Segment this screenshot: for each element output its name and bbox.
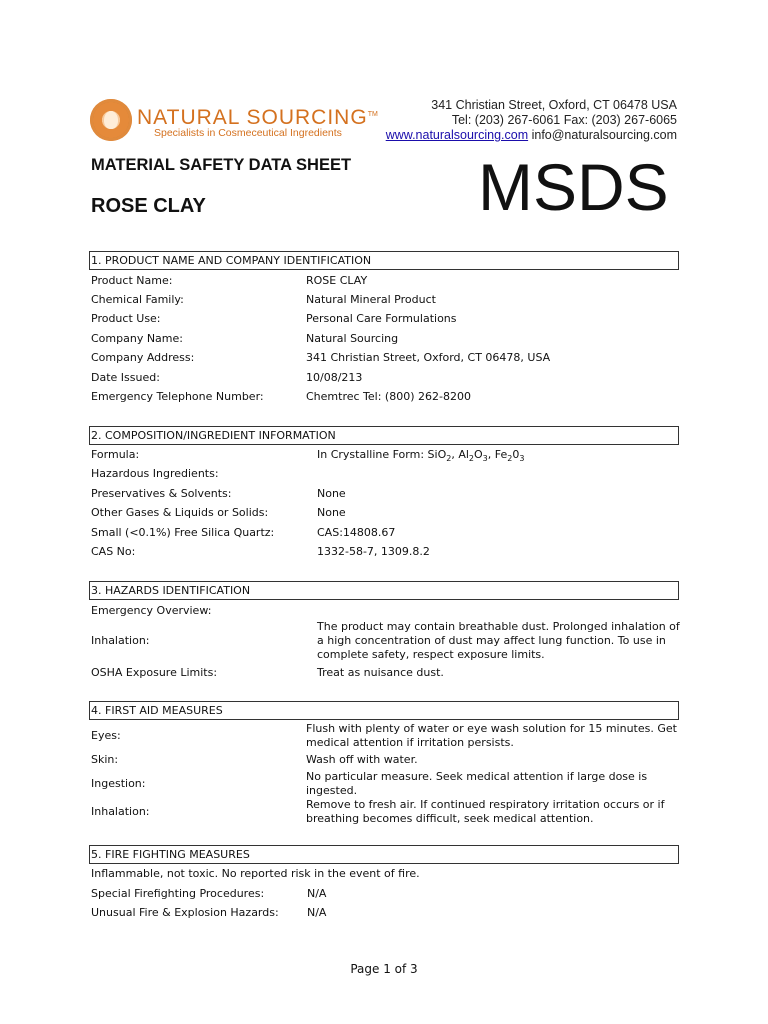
company-logo-text: NATURAL SOURCING™ bbox=[137, 106, 378, 129]
fire-summary: Inflammable, not toxic. No reported risk in the event of fire. bbox=[91, 867, 420, 880]
field-label: Hazardous Ingredients: bbox=[91, 467, 219, 480]
section-3-heading: 3. HAZARDS IDENTIFICATION bbox=[89, 581, 679, 600]
field-label: Company Address: bbox=[91, 351, 195, 364]
field-label: Preservatives & Solvents: bbox=[91, 487, 232, 500]
field-label: Skin: bbox=[91, 753, 119, 766]
chemical-formula: In Crystalline Form: SiO$_2$, $Al_2O_3$, $Fe_20_3$ bbox=[317, 448, 525, 464]
field-value: 1332-58-7, 1309.8.2 bbox=[317, 545, 430, 558]
field-label: Ingestion: bbox=[91, 777, 146, 790]
field-label: Small (<0.1%) Free Silica Quartz: bbox=[91, 526, 275, 539]
company-web-email bbox=[386, 128, 677, 143]
website-link[interactable]: www.naturalsourcing.com bbox=[385, 128, 529, 142]
product-title: ROSE CLAY bbox=[91, 195, 206, 217]
field-value: None bbox=[317, 506, 346, 519]
field-label: Emergency Telephone Number: bbox=[91, 390, 264, 403]
field-value: No particular measure. Seek medical attention if large dose is ingested. bbox=[306, 770, 648, 797]
section-2-heading: 2. COMPOSITION/INGREDIENT INFORMATION bbox=[89, 426, 679, 445]
section-1-heading: 1. PRODUCT NAME AND COMPANY IDENTIFICATION bbox=[89, 251, 679, 270]
field-value: 341 Christian Street, Oxford, CT 06478, USA bbox=[306, 351, 551, 364]
field-label: Inhalation: bbox=[91, 805, 150, 818]
company-logo-seal bbox=[90, 99, 132, 141]
field-value: The product may contain breathable dust. Prolonged inhalation of a high concentration of dust may affect lung function. To use in complete safety, respect exposure limits. bbox=[317, 620, 680, 661]
company-phone-fax: Tel: (203) 267-6061 Fax: (203) 267-6065 bbox=[451, 113, 677, 127]
field-label: Eyes: bbox=[91, 729, 121, 742]
field-value: N/A bbox=[307, 887, 327, 900]
field-label: Company Name: bbox=[91, 332, 183, 345]
field-value: Wash off with water. bbox=[306, 753, 418, 766]
section-5-heading: 5. FIRE FIGHTING MEASURES bbox=[89, 845, 679, 864]
field-value: Flush with plenty of water or eye wash solution for 15 minutes. Get medical attention if irritation persists. bbox=[306, 722, 677, 749]
field-value: CAS:14808.67 bbox=[317, 526, 396, 539]
field-label: Special Firefighting Procedures: bbox=[91, 887, 265, 900]
field-value: 10/08/213 bbox=[306, 371, 363, 384]
field-value: Treat as nuisance dust. bbox=[317, 666, 444, 679]
document-title: MATERIAL SAFETY DATA SHEET bbox=[91, 156, 352, 174]
company-email: info@naturalsourcing.com bbox=[531, 128, 677, 142]
field-value: Remove to fresh air. If continued respiratory irritation occurs or if breathing becomes difficult, seek medical attention. bbox=[306, 798, 665, 825]
section-4-heading: 4. FIRST AID MEASURES bbox=[89, 701, 679, 720]
field-value: N/A bbox=[307, 906, 327, 919]
field-label: Formula: bbox=[91, 448, 140, 461]
field-label: Chemical Family: bbox=[91, 293, 184, 306]
page-number: Page 1 of 3 bbox=[350, 962, 418, 976]
field-label: Date Issued: bbox=[91, 371, 160, 384]
field-label: Unusual Fire & Explosion Hazards: bbox=[91, 906, 279, 919]
field-value: ROSE CLAY bbox=[306, 274, 368, 287]
field-label: Product Name: bbox=[91, 274, 173, 287]
field-label: Product Use: bbox=[91, 312, 161, 325]
emergency-overview-label: Emergency Overview: bbox=[91, 604, 212, 617]
field-value: Natural Sourcing bbox=[306, 332, 399, 345]
company-tagline: Specialists in Cosmeceutical Ingredients bbox=[154, 127, 342, 139]
field-label: CAS No: bbox=[91, 545, 136, 558]
company-address: 341 Christian Street, Oxford, CT 06478 USA bbox=[431, 98, 677, 112]
field-label: Inhalation: bbox=[91, 634, 150, 647]
field-value: None bbox=[317, 487, 346, 500]
field-value: Personal Care Formulations bbox=[306, 312, 457, 325]
field-value: Chemtrec Tel: (800) 262-8200 bbox=[306, 390, 471, 403]
field-value: Natural Mineral Product bbox=[306, 293, 436, 306]
company-contact bbox=[386, 98, 677, 143]
msds-heading: MSDS bbox=[478, 150, 669, 224]
field-label: Other Gases & Liquids or Solids: bbox=[91, 506, 269, 519]
field-label: OSHA Exposure Limits: bbox=[91, 666, 218, 679]
